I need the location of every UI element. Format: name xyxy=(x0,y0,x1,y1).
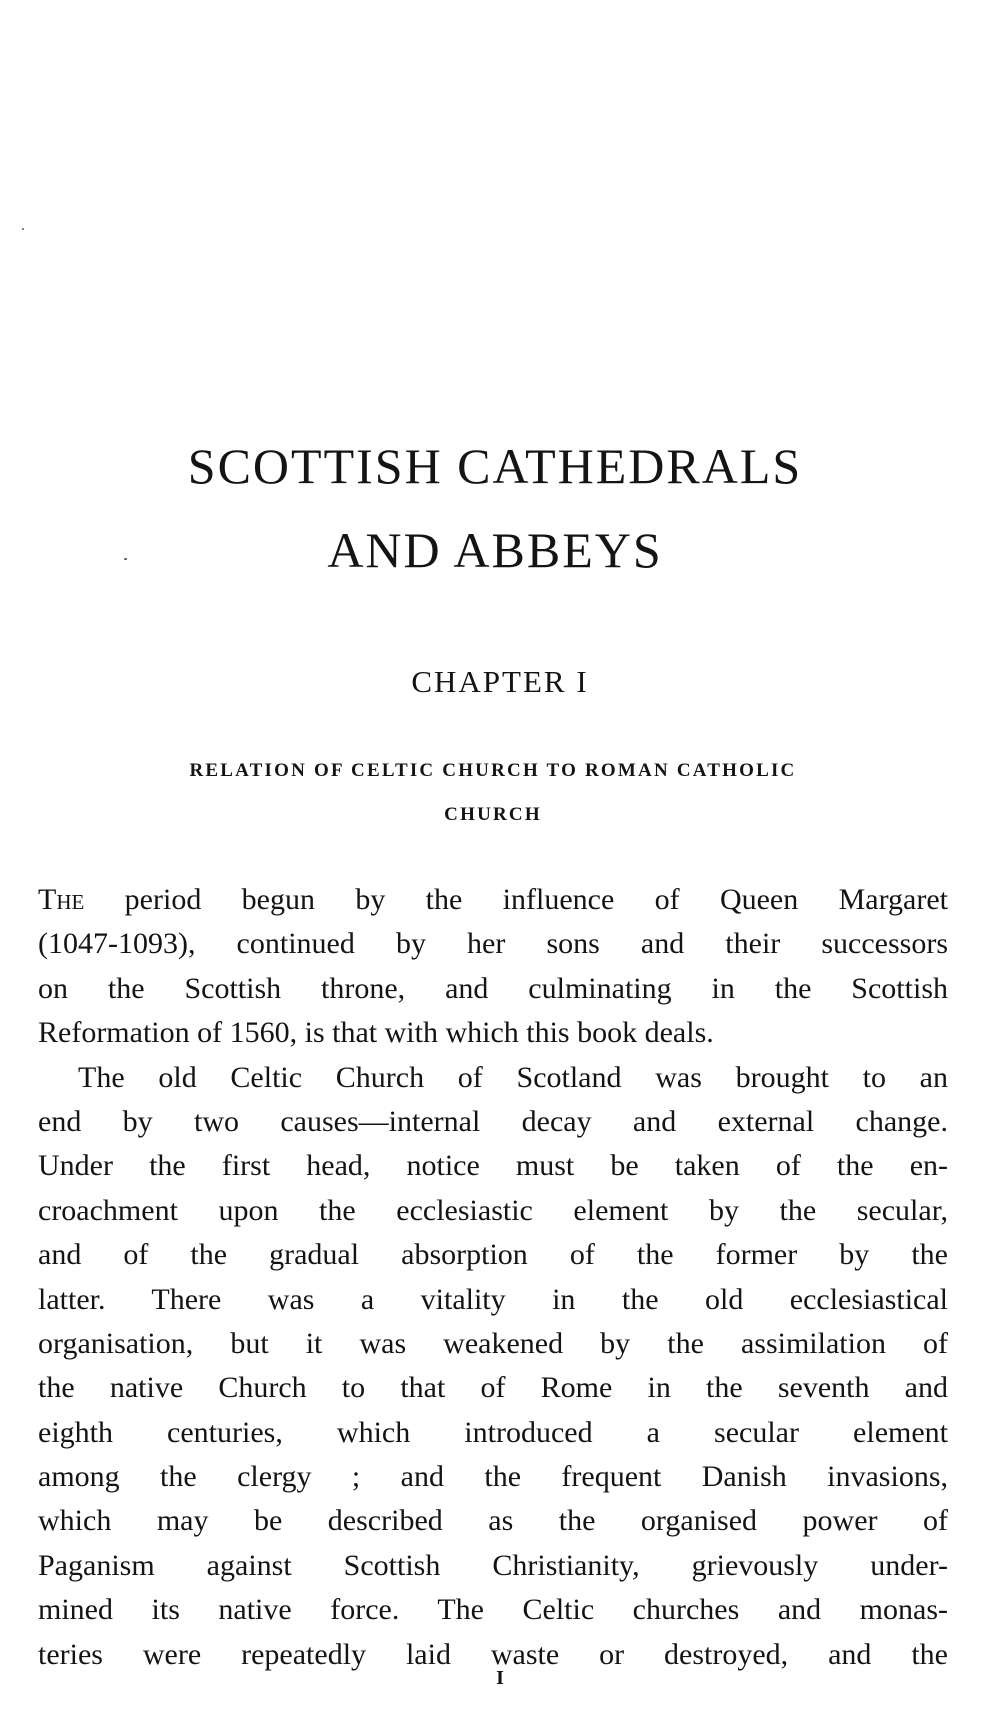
text-line: on the Scottish throne, and culminating in the Scottish xyxy=(38,971,948,1005)
text-line: the native Church to that of Rome in the seventh and xyxy=(38,1371,948,1405)
text-line: organisation, but it was weakened by the assimilation of xyxy=(38,1326,948,1360)
chapter-subtitle-line-1: RELATION OF CELTIC CHURCH TO ROMAN CATHOLIC xyxy=(189,760,797,781)
opening-word: The xyxy=(38,883,85,916)
text-line: among the clergy ; and the frequent Danish invasions, xyxy=(38,1460,948,1494)
text-line: eighth centuries, which introduced a secular element xyxy=(38,1415,948,1449)
text-line xyxy=(38,878,948,922)
text-line-content: period begun by the influence of Queen Margaret xyxy=(84,883,948,916)
book-title-line-1: SCOTTISH CATHEDRALS xyxy=(187,438,803,494)
text-line: and of the gradual absorption of the former by the xyxy=(38,1238,948,1272)
text-line: mined its native force. The Celtic churches and monas- xyxy=(38,1593,948,1627)
book-title-line-2: AND ABBEYS xyxy=(327,522,663,578)
body-text xyxy=(38,878,948,1677)
chapter-heading: CHAPTER I xyxy=(411,664,589,699)
text-line: Reformation of 1560, is that with which this book deals. xyxy=(38,1016,714,1050)
paragraph-2 xyxy=(38,1056,948,1677)
text-line: The old Celtic Church of Scotland was brought to an xyxy=(78,1060,948,1094)
text-line: croachment upon the ecclesiastic element by the secular, xyxy=(38,1193,948,1227)
print-speck xyxy=(22,228,24,230)
paragraph-1 xyxy=(38,878,948,1056)
text-line: latter. There was a vitality in the old ecclesiastical xyxy=(38,1282,948,1316)
chapter-subtitle-line-2: CHURCH xyxy=(444,804,542,825)
page-number: I xyxy=(496,1667,504,1689)
text-line: (1047-1093), continued by her sons and their successors xyxy=(38,927,948,961)
text-line: Under the first head, notice must be taken of the en- xyxy=(38,1149,948,1183)
text-line: Paganism against Scottish Christianity, grievously under- xyxy=(38,1548,948,1582)
text-line: teries were repeatedly laid waste or destroyed, and the xyxy=(38,1637,948,1671)
text-line: which may be described as the organised power of xyxy=(38,1504,948,1538)
text-line: end by two causes—internal decay and external change. xyxy=(38,1104,948,1138)
